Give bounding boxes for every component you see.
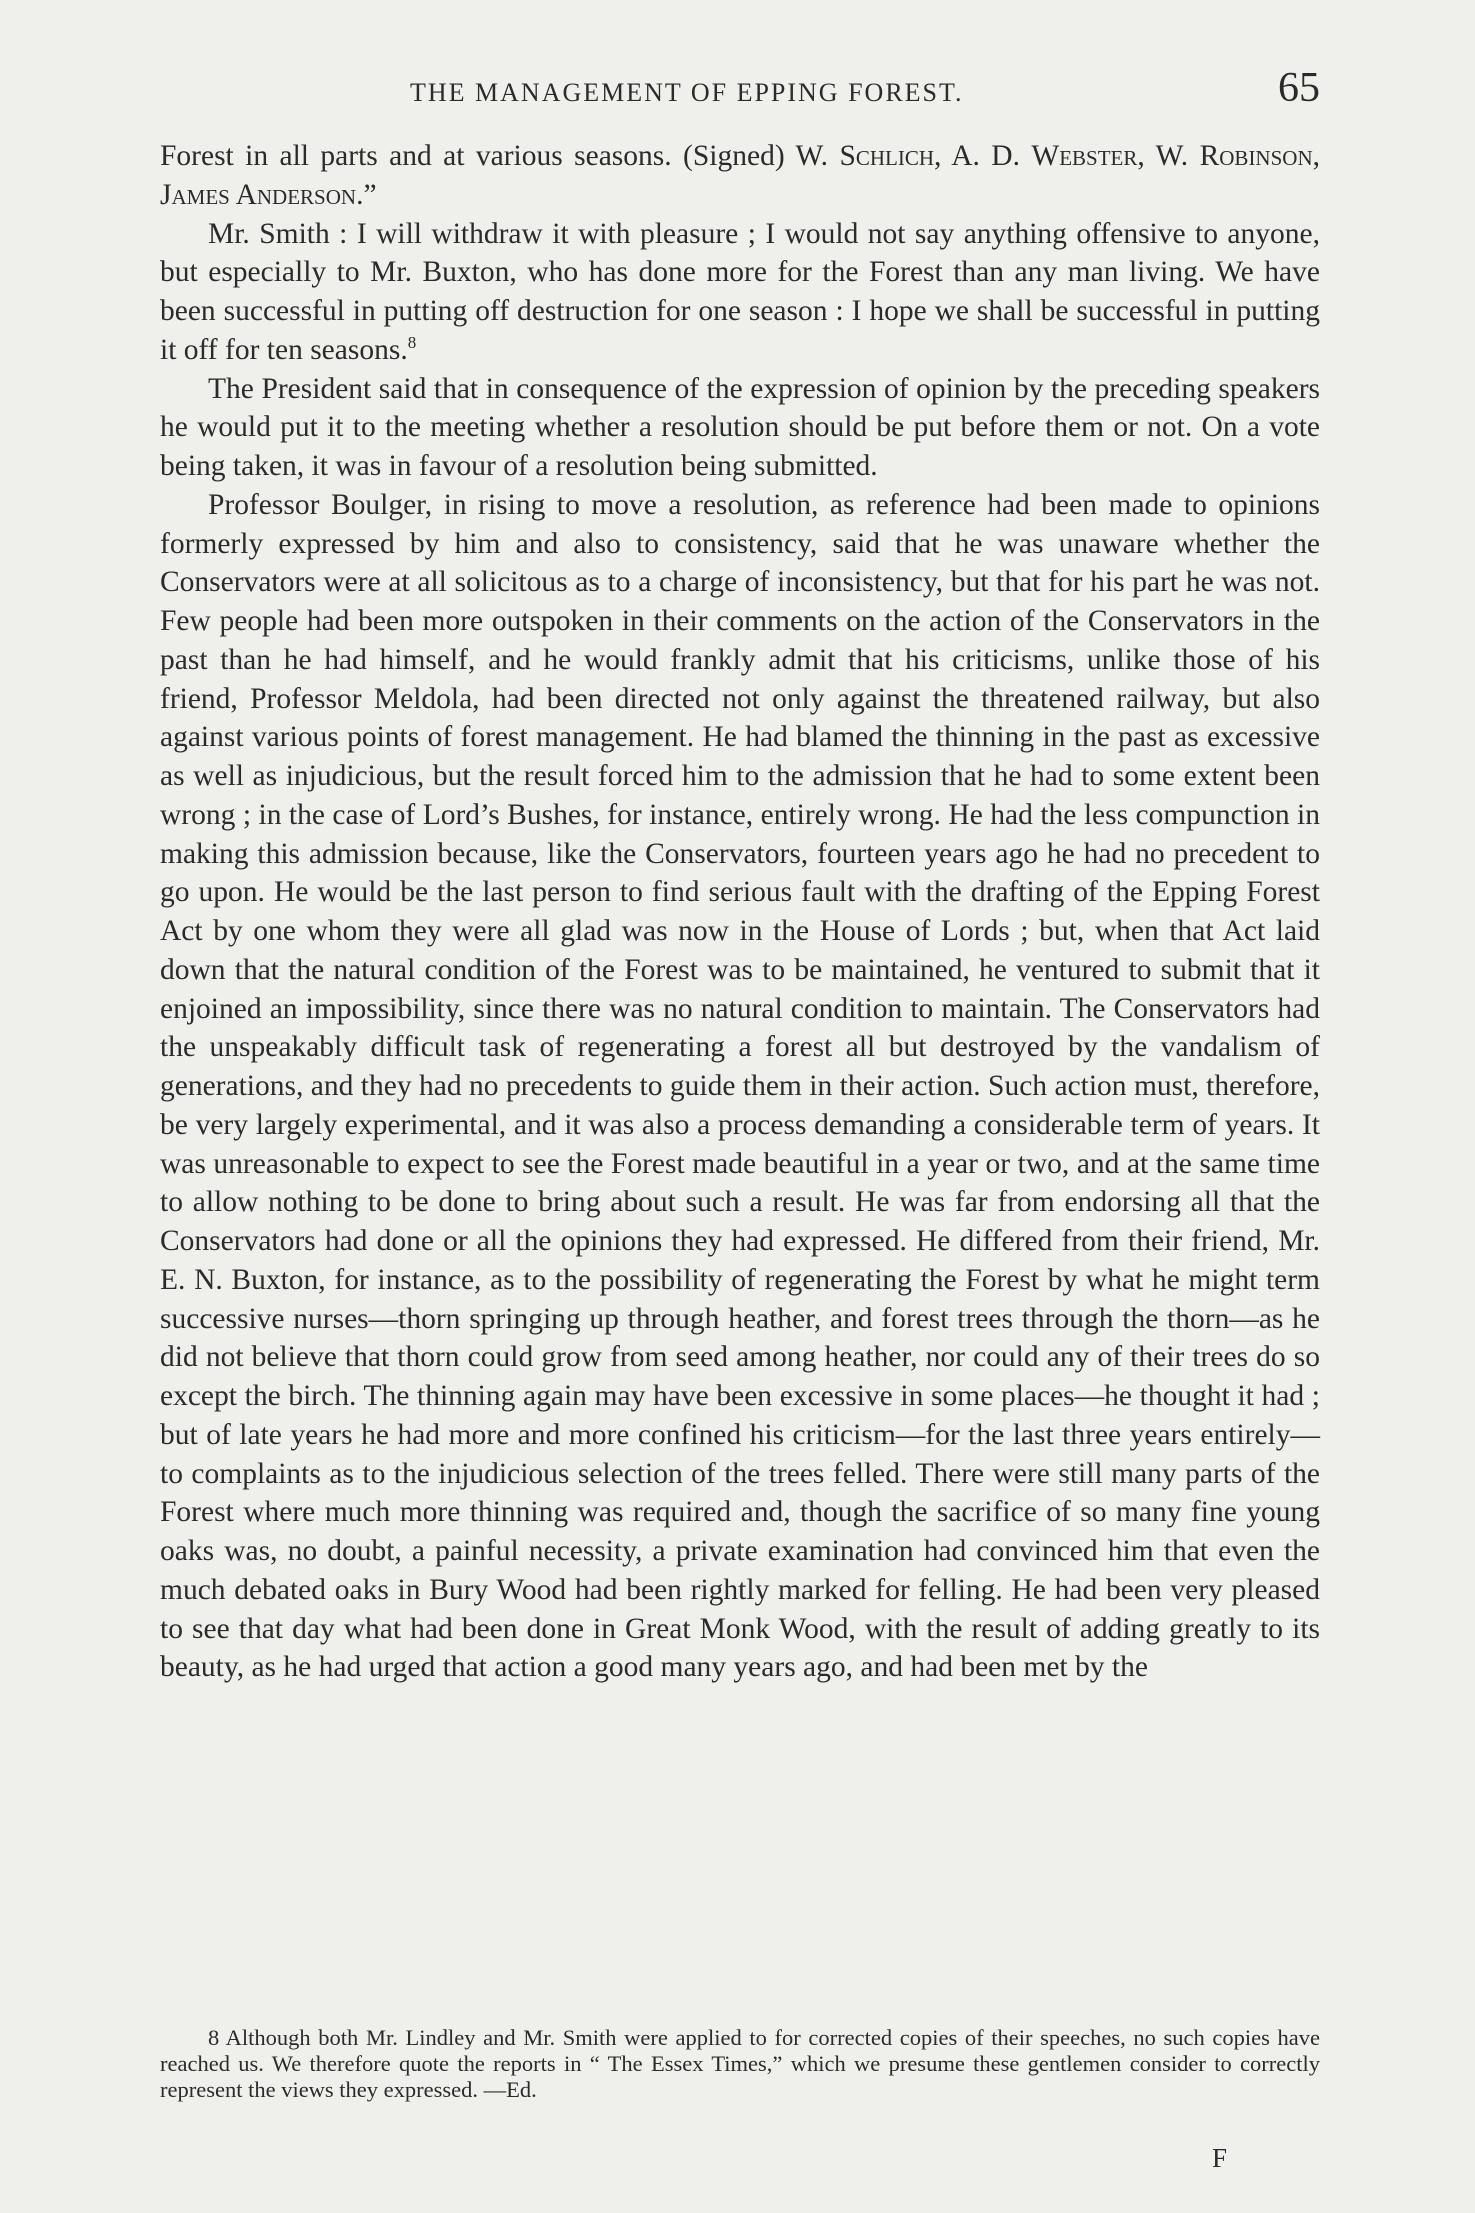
- running-title: THE MANAGEMENT OF EPPING FOREST.: [410, 78, 964, 107]
- text-run: .”: [356, 178, 377, 211]
- text-run: Professor Boulger, in rising to move a resolution, as reference had been made to opinions formerly expressed by him and also to consistency, said that he was unaware whether the Conservators were at all solicitous as to a charge of inconsistency, but that for his part he was not. Few people had been more outspoken in their comments on the action of the Conservators in the past than he had himself, and he would frankly admit that his criticisms, unlike those of his friend, Professor Meldola, had been directed not only against the threatened railway, but also against various points of forest management. He had blamed the thinning in the past as excessive as well as injudicious, but the result forced him to the admission that he had to some extent been wrong ; in the case of Lord’s Bushes, for instance, entirely wrong. He had the less compunction in making this admission because, like the Conservators, fourteen years ago he had no precedent to go upon. He would be the last person to find serious fault with the drafting of the Epping Forest Act by one whom they were all glad was now in the House of Lords ; but, when that Act laid down that the natural condition of the Forest was to be maintained, he ventured to submit that it enjoined an impossibility, since there was no natural condition to maintain. The Conservators had the unspeakably difficult task of regenerating a forest all but destroyed by the vandalism of generations, and they had no precedents to guide them in their action. Such action must, therefore, be very largely experimental, and it was also a process demanding a considerable term of years. It was unreasonable to expect to see the Forest made beautiful in a year or two, and at the same time to allow nothing to be done to bring about such a result. He was far from endorsing all that the Conservators had done or all the opinions they had expressed. He differed from their friend, Mr. E. N. Buxton, for instance, as to the possibility of regenerating the Forest by what he might term successive nurses—thorn springing up through heather, and forest trees through the thorn—as he did not believe that thorn could grow from seed among heather, nor could any of their trees do so except the birch. The thinning again may have been excessive in some places—he thought it had ; but of late years he had more and more confined his criticism—for the last three years entirely—to complaints as to the injudicious selection of the trees felled. There were still many parts of the Forest where much more thinning was required and, though the sacrifice of so many fine young oaks was, no doubt, a painful necessity, a private examination had convinced him that even the much debated oaks in Bury Wood had been rightly marked for felling. He had been very pleased to see that day what had been done in Great Monk Wood, with the result of adding greatly to its beauty, as he had urged that action a good many years ago, and had been met by the: [160, 488, 1320, 1684]
- paragraph: [160, 215, 1320, 370]
- paragraph: [160, 137, 1320, 215]
- paragraph: [160, 370, 1320, 486]
- signatory-name: Robinson: [1199, 140, 1313, 172]
- signatory-name: Schlich: [839, 140, 935, 172]
- body-text: [160, 137, 1320, 1687]
- footnote-reference: 8: [407, 332, 417, 352]
- page-number: 65: [1278, 65, 1320, 111]
- text-run: , W.: [1137, 140, 1200, 172]
- text-run: The President said that in consequence of the expression of opinion by the preceding speakers he would put it to the meeting whether a resolution should be put before them or not. On a vote being taken, it was in favour of a resolution being submitted.: [160, 372, 1320, 482]
- text-run: Mr. Smith : I will withdraw it with pleasure ; I would not say anything offensive to anyone, but especially to Mr. Buxton, who has done more for the Forest than any man living. We have been successful in putting off destruction for one season : I hope we shall be successful in putting it off for ten seasons.: [160, 217, 1320, 366]
- text-run: Forest in all parts and at various seasons. (Signed) W.: [160, 140, 840, 172]
- paragraph: [160, 486, 1320, 1687]
- signature-mark: F: [1212, 2143, 1228, 2173]
- page-header: [160, 64, 1320, 120]
- signatory-name: Webster: [1031, 140, 1138, 172]
- footnote-text: 8 Although both Mr. Lindley and Mr. Smith were applied to for corrected copies of their speeches, no such copies have reached us. We therefore quote the reports in “ The Essex Times,” which we presume these gentlemen consider to correctly represent the views they expressed. —Ed.: [160, 2025, 1320, 2102]
- text-run: , A. D.: [934, 140, 1032, 172]
- signatory-name: James Anderson: [160, 178, 357, 211]
- footnote: [160, 2025, 1320, 2103]
- text-run: ,: [1312, 140, 1320, 172]
